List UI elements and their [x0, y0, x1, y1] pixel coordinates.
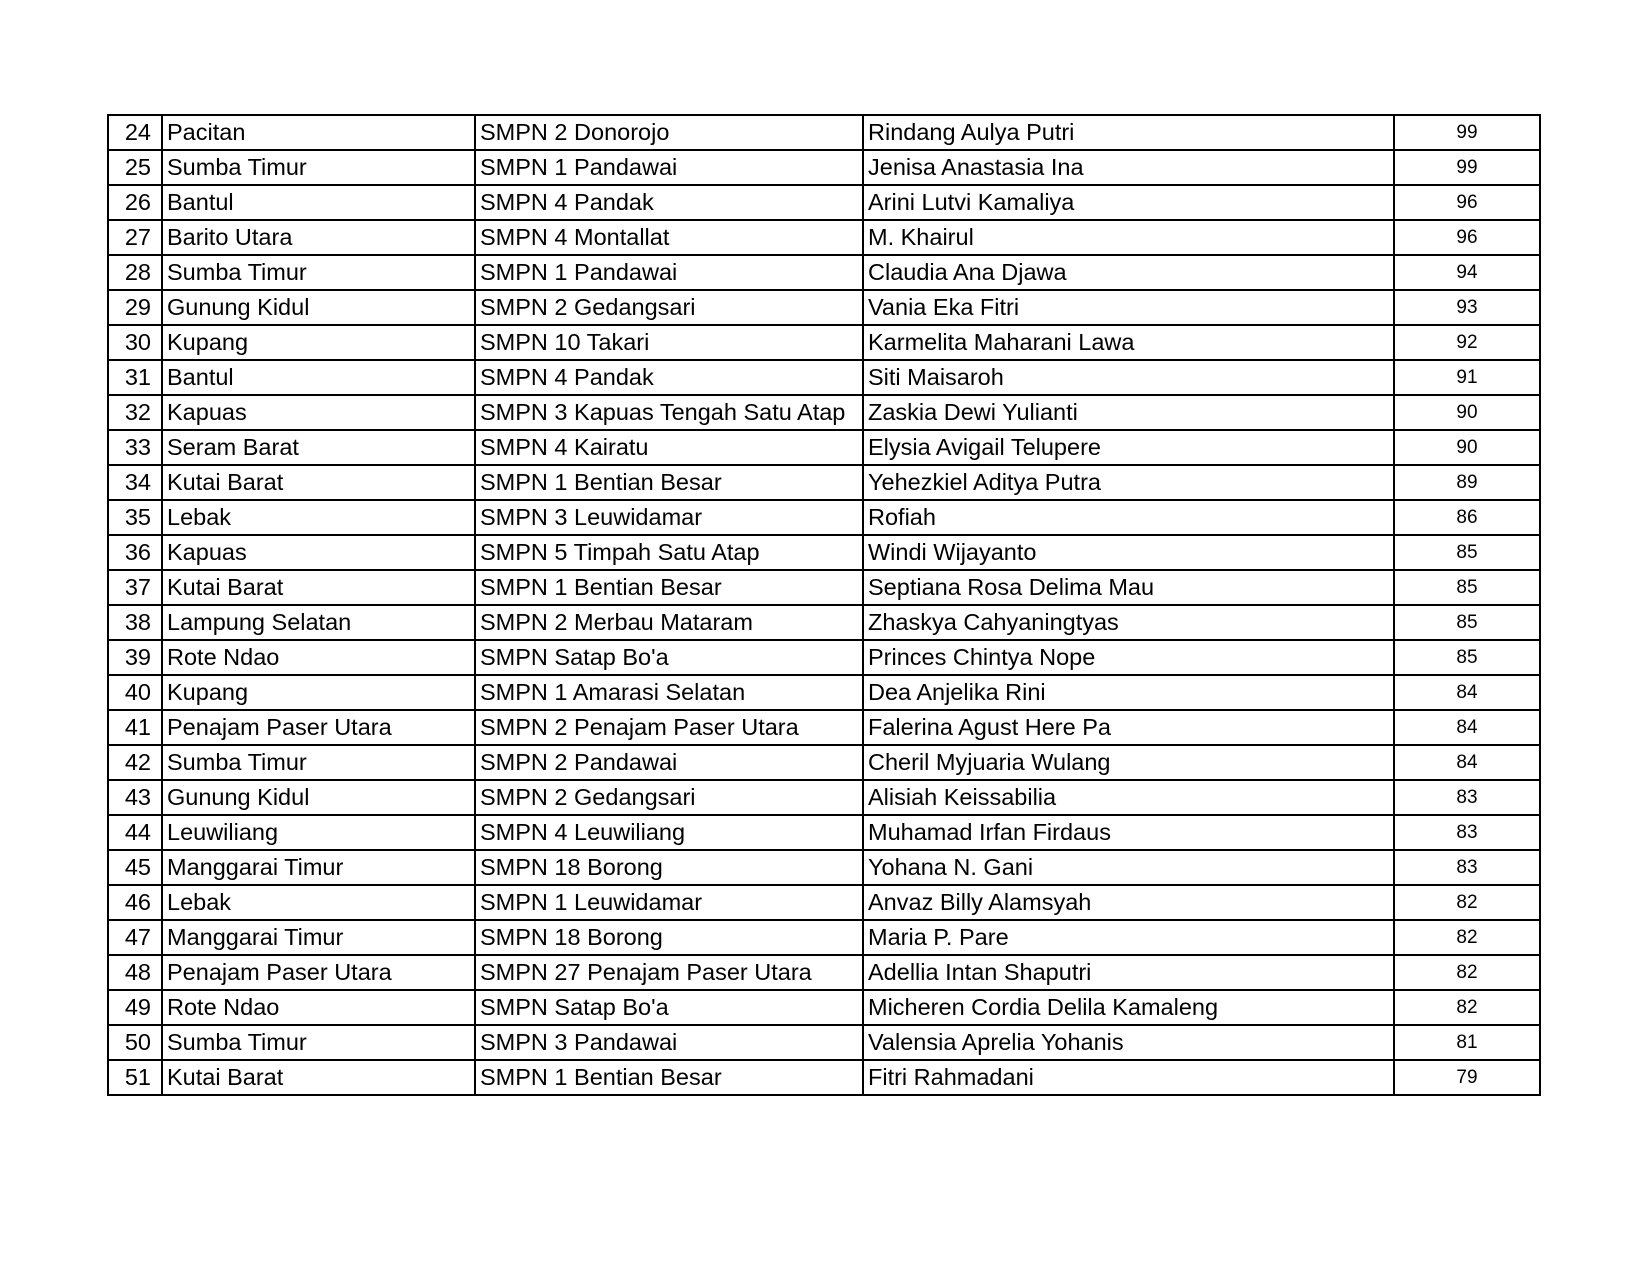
region-cell: Kapuas	[162, 395, 475, 430]
score-cell: 89	[1394, 465, 1540, 500]
school-cell: SMPN 4 Leuwiliang	[475, 815, 863, 850]
rank-number-cell: 24	[108, 115, 162, 150]
score-cell: 85	[1394, 605, 1540, 640]
student-name-cell: Fitri Rahmadani	[863, 1060, 1394, 1095]
student-name-cell: Claudia Ana Djawa	[863, 255, 1394, 290]
table-row	[108, 1060, 1540, 1095]
school-cell: SMPN 1 Pandawai	[475, 150, 863, 185]
score-cell: 82	[1394, 990, 1540, 1025]
score-cell: 85	[1394, 535, 1540, 570]
school-cell: SMPN 18 Borong	[475, 920, 863, 955]
student-name-cell: M. Khairul	[863, 220, 1394, 255]
rank-number-cell: 35	[108, 500, 162, 535]
rank-number-cell: 28	[108, 255, 162, 290]
student-name-cell: Rindang Aulya Putri	[863, 115, 1394, 150]
table-row	[108, 570, 1540, 605]
table-row	[108, 535, 1540, 570]
table-row	[108, 255, 1540, 290]
table-row	[108, 500, 1540, 535]
table-row	[108, 710, 1540, 745]
region-cell: Kupang	[162, 325, 475, 360]
region-cell: Lebak	[162, 885, 475, 920]
rank-number-cell: 50	[108, 1025, 162, 1060]
table-row	[108, 605, 1540, 640]
school-cell: SMPN 2 Penajam Paser Utara	[475, 710, 863, 745]
region-cell: Rote Ndao	[162, 990, 475, 1025]
table-row	[108, 990, 1540, 1025]
score-cell: 85	[1394, 640, 1540, 675]
student-name-cell: Princes Chintya Nope	[863, 640, 1394, 675]
school-cell: SMPN 4 Montallat	[475, 220, 863, 255]
school-cell: SMPN 1 Amarasi Selatan	[475, 675, 863, 710]
student-name-cell: Yohana N. Gani	[863, 850, 1394, 885]
score-cell: 85	[1394, 570, 1540, 605]
rank-number-cell: 37	[108, 570, 162, 605]
student-name-cell: Elysia Avigail Telupere	[863, 430, 1394, 465]
score-cell: 96	[1394, 220, 1540, 255]
student-name-cell: Windi Wijayanto	[863, 535, 1394, 570]
score-cell: 91	[1394, 360, 1540, 395]
score-cell: 86	[1394, 500, 1540, 535]
score-cell: 99	[1394, 150, 1540, 185]
ranking-table-body	[108, 115, 1540, 1095]
region-cell: Pacitan	[162, 115, 475, 150]
score-cell: 93	[1394, 290, 1540, 325]
school-cell: SMPN 1 Bentian Besar	[475, 1060, 863, 1095]
rank-number-cell: 33	[108, 430, 162, 465]
table-row	[108, 850, 1540, 885]
rank-number-cell: 38	[108, 605, 162, 640]
student-name-cell: Valensia Aprelia Yohanis	[863, 1025, 1394, 1060]
student-name-cell: Maria P. Pare	[863, 920, 1394, 955]
score-cell: 83	[1394, 780, 1540, 815]
ranking-table	[107, 114, 1541, 1096]
rank-number-cell: 51	[108, 1060, 162, 1095]
table-row	[108, 360, 1540, 395]
table-row	[108, 465, 1540, 500]
region-cell: Leuwiliang	[162, 815, 475, 850]
student-name-cell: Anvaz Billy Alamsyah	[863, 885, 1394, 920]
rank-number-cell: 27	[108, 220, 162, 255]
rank-number-cell: 45	[108, 850, 162, 885]
rank-number-cell: 46	[108, 885, 162, 920]
table-row	[108, 115, 1540, 150]
school-cell: SMPN 3 Pandawai	[475, 1025, 863, 1060]
student-name-cell: Zhaskya Cahyaningtyas	[863, 605, 1394, 640]
rank-number-cell: 36	[108, 535, 162, 570]
region-cell: Bantul	[162, 185, 475, 220]
score-cell: 96	[1394, 185, 1540, 220]
rank-number-cell: 40	[108, 675, 162, 710]
rank-number-cell: 25	[108, 150, 162, 185]
region-cell: Manggarai Timur	[162, 920, 475, 955]
region-cell: Sumba Timur	[162, 150, 475, 185]
rank-number-cell: 49	[108, 990, 162, 1025]
school-cell: SMPN 2 Merbau Mataram	[475, 605, 863, 640]
region-cell: Lampung Selatan	[162, 605, 475, 640]
school-cell: SMPN 18 Borong	[475, 850, 863, 885]
table-row	[108, 1025, 1540, 1060]
region-cell: Sumba Timur	[162, 1025, 475, 1060]
student-name-cell: Falerina Agust Here Pa	[863, 710, 1394, 745]
region-cell: Kapuas	[162, 535, 475, 570]
region-cell: Bantul	[162, 360, 475, 395]
student-name-cell: Dea Anjelika Rini	[863, 675, 1394, 710]
region-cell: Seram Barat	[162, 430, 475, 465]
score-cell: 82	[1394, 920, 1540, 955]
score-cell: 99	[1394, 115, 1540, 150]
table-row	[108, 675, 1540, 710]
student-name-cell: Alisiah Keissabilia	[863, 780, 1394, 815]
student-name-cell: Vania Eka Fitri	[863, 290, 1394, 325]
region-cell: Gunung Kidul	[162, 780, 475, 815]
student-name-cell: Muhamad Irfan Firdaus	[863, 815, 1394, 850]
region-cell: Kutai Barat	[162, 570, 475, 605]
student-name-cell: Yehezkiel Aditya Putra	[863, 465, 1394, 500]
school-cell: SMPN 1 Bentian Besar	[475, 465, 863, 500]
school-cell: SMPN 2 Donorojo	[475, 115, 863, 150]
score-cell: 92	[1394, 325, 1540, 360]
student-name-cell: Zaskia Dewi Yulianti	[863, 395, 1394, 430]
school-cell: SMPN 1 Leuwidamar	[475, 885, 863, 920]
region-cell: Kutai Barat	[162, 1060, 475, 1095]
student-name-cell: Rofiah	[863, 500, 1394, 535]
rank-number-cell: 48	[108, 955, 162, 990]
region-cell: Sumba Timur	[162, 745, 475, 780]
school-cell: SMPN 1 Pandawai	[475, 255, 863, 290]
table-row	[108, 815, 1540, 850]
school-cell: SMPN 2 Gedangsari	[475, 290, 863, 325]
rank-number-cell: 41	[108, 710, 162, 745]
score-cell: 79	[1394, 1060, 1540, 1095]
school-cell: SMPN 4 Pandak	[475, 185, 863, 220]
region-cell: Lebak	[162, 500, 475, 535]
student-name-cell: Micheren Cordia Delila Kamaleng	[863, 990, 1394, 1025]
student-name-cell: Jenisa Anastasia Ina	[863, 150, 1394, 185]
score-cell: 94	[1394, 255, 1540, 290]
region-cell: Manggarai Timur	[162, 850, 475, 885]
school-cell: SMPN 27 Penajam Paser Utara	[475, 955, 863, 990]
school-cell: SMPN 1 Bentian Besar	[475, 570, 863, 605]
school-cell: SMPN Satap Bo'a	[475, 990, 863, 1025]
school-cell: SMPN 10 Takari	[475, 325, 863, 360]
student-name-cell: Arini Lutvi Kamaliya	[863, 185, 1394, 220]
school-cell: SMPN Satap Bo'a	[475, 640, 863, 675]
score-cell: 83	[1394, 850, 1540, 885]
rank-number-cell: 43	[108, 780, 162, 815]
region-cell: Gunung Kidul	[162, 290, 475, 325]
rank-number-cell: 29	[108, 290, 162, 325]
rank-number-cell: 39	[108, 640, 162, 675]
school-cell: SMPN 4 Pandak	[475, 360, 863, 395]
school-cell: SMPN 2 Gedangsari	[475, 780, 863, 815]
table-row	[108, 640, 1540, 675]
rank-number-cell: 30	[108, 325, 162, 360]
region-cell: Rote Ndao	[162, 640, 475, 675]
rank-number-cell: 42	[108, 745, 162, 780]
table-row	[108, 885, 1540, 920]
school-cell: SMPN 2 Pandawai	[475, 745, 863, 780]
school-cell: SMPN 5 Timpah Satu Atap	[475, 535, 863, 570]
table-row	[108, 745, 1540, 780]
region-cell: Penajam Paser Utara	[162, 955, 475, 990]
table-row	[108, 290, 1540, 325]
student-name-cell: Adellia Intan Shaputri	[863, 955, 1394, 990]
region-cell: Kutai Barat	[162, 465, 475, 500]
rank-number-cell: 34	[108, 465, 162, 500]
table-row	[108, 920, 1540, 955]
table-row	[108, 780, 1540, 815]
student-name-cell: Karmelita Maharani Lawa	[863, 325, 1394, 360]
score-cell: 90	[1394, 395, 1540, 430]
school-cell: SMPN 3 Kapuas Tengah Satu Atap	[475, 395, 863, 430]
rank-number-cell: 47	[108, 920, 162, 955]
region-cell: Barito Utara	[162, 220, 475, 255]
rank-number-cell: 44	[108, 815, 162, 850]
score-cell: 82	[1394, 955, 1540, 990]
score-cell: 84	[1394, 745, 1540, 780]
score-cell: 90	[1394, 430, 1540, 465]
school-cell: SMPN 3 Leuwidamar	[475, 500, 863, 535]
score-cell: 81	[1394, 1025, 1540, 1060]
score-cell: 82	[1394, 885, 1540, 920]
rank-number-cell: 26	[108, 185, 162, 220]
student-name-cell: Septiana Rosa Delima Mau	[863, 570, 1394, 605]
student-name-cell: Cheril Myjuaria Wulang	[863, 745, 1394, 780]
region-cell: Penajam Paser Utara	[162, 710, 475, 745]
table-row	[108, 220, 1540, 255]
school-cell: SMPN 4 Kairatu	[475, 430, 863, 465]
table-row	[108, 395, 1540, 430]
score-cell: 83	[1394, 815, 1540, 850]
region-cell: Kupang	[162, 675, 475, 710]
table-row	[108, 430, 1540, 465]
rank-number-cell: 32	[108, 395, 162, 430]
table-row	[108, 185, 1540, 220]
region-cell: Sumba Timur	[162, 255, 475, 290]
table-row	[108, 150, 1540, 185]
score-cell: 84	[1394, 675, 1540, 710]
student-name-cell: Siti Maisaroh	[863, 360, 1394, 395]
table-row	[108, 325, 1540, 360]
table-row	[108, 955, 1540, 990]
score-cell: 84	[1394, 710, 1540, 745]
rank-number-cell: 31	[108, 360, 162, 395]
